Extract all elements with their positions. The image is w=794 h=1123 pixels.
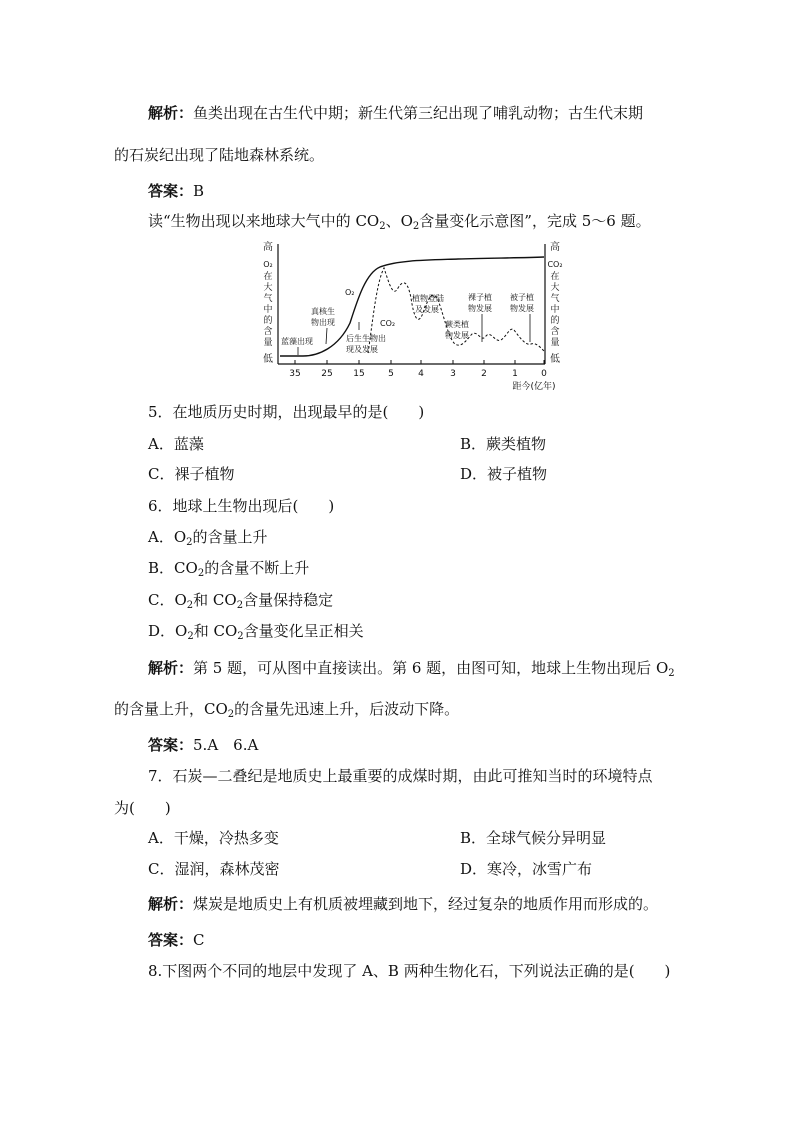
analysis-label: 解析：: [148, 895, 194, 913]
o2-label: O₂: [345, 288, 355, 297]
q7-option-b[interactable]: B．全球气候分异明显: [460, 829, 607, 847]
analysis-1-line-1: [148, 104, 643, 122]
annotation-text: 裸子植: [468, 293, 492, 302]
subscript: 2: [186, 600, 194, 611]
analysis-label: 解析：: [148, 659, 194, 677]
answer-3: [148, 931, 205, 949]
x-tick-label: 4: [418, 369, 424, 379]
x-tick-label: 35: [289, 369, 301, 379]
subscript: 2: [237, 631, 244, 642]
left-axis-label: [263, 260, 273, 348]
intro-text-2: 、O: [385, 212, 413, 230]
option-text: 含量保持稳定: [243, 591, 334, 609]
right-axis-char: 在: [550, 272, 560, 282]
annotation-text: 物出现: [311, 318, 335, 327]
option-text: 和 CO: [193, 622, 238, 640]
q6-option-c[interactable]: [148, 591, 333, 615]
x-tick-label: 3: [450, 369, 456, 379]
q5-option-a[interactable]: A．蓝藻: [148, 435, 204, 453]
annotation-angiosperms: [510, 292, 534, 342]
option-text: C．O: [148, 591, 187, 609]
right-axis-char: CO₂: [547, 260, 563, 269]
atmosphere-o2-co2-figure: [258, 238, 578, 393]
right-axis-label: [547, 260, 562, 348]
q5-option-c[interactable]: C．裸子植物: [148, 465, 235, 483]
x-tick-labels: [289, 369, 547, 379]
subscript: 2: [668, 668, 675, 679]
right-axis-char: 量: [550, 338, 560, 348]
q6-option-d[interactable]: [148, 622, 364, 646]
annotation-text: 植物登陆: [412, 294, 444, 303]
left-axis-char: 量: [263, 338, 273, 348]
option-text: D．O: [148, 622, 188, 640]
left-axis-char: 在: [263, 272, 273, 282]
annotation-text: 物发展: [445, 331, 469, 340]
q7-stem-line-2: 为( ): [114, 799, 171, 817]
right-axis-char: 气: [550, 294, 560, 304]
left-axis-char: 的: [263, 316, 273, 326]
q7-stem-line-1: 7．石炭—二叠纪是地质史上最重要的成煤时期，由此可推知当时的环境特点: [148, 767, 653, 785]
analysis-text: 煤炭是地质史上有机质被埋藏到地下，经过复杂的地质作用而形成的。: [193, 895, 659, 913]
left-axis-char: 大: [263, 283, 273, 293]
answer-label: 答案：: [148, 931, 194, 949]
left-axis-high: 高: [263, 242, 273, 253]
subscript: 2: [187, 631, 194, 642]
annotation-text: 真核生: [311, 307, 335, 316]
x-ticks: [295, 360, 544, 364]
subscript: 2: [379, 221, 386, 232]
annotation-text: 现及发展: [346, 345, 378, 354]
answer-1: [148, 182, 204, 200]
analysis-text: 的含量先迅速上升，后波动下降。: [234, 700, 460, 718]
analysis-text: 的含量上升，CO: [114, 700, 228, 718]
q5-stem: 5．在地质历史时期，出现最早的是( ): [148, 403, 425, 421]
option-text: A．O: [148, 528, 187, 546]
annotation-text: 后生生物出: [346, 334, 386, 343]
annotation-algae: [281, 336, 313, 355]
answer-value: B: [193, 182, 205, 200]
x-tick-label: 0: [541, 369, 547, 379]
option-text: B．CO: [148, 559, 198, 577]
left-axis-char: 气: [263, 294, 273, 304]
annotation-text: 被子植: [510, 293, 534, 302]
subscript: 2: [236, 600, 244, 611]
answer-value: 5.A 6.A: [193, 736, 259, 754]
analysis-2-line-1: [148, 659, 675, 683]
subscript: 2: [227, 709, 235, 720]
x-tick-label: 1: [512, 369, 518, 379]
q8-stem: 8.下图两个不同的地层中发现了 A、B 两种生物化石，下列说法正确的是( ): [148, 962, 671, 980]
annotation-text: 物发展: [510, 304, 534, 313]
answer-label: 答案：: [148, 736, 194, 754]
q6-stem: 6．地球上生物出现后( ): [148, 497, 335, 515]
left-axis-char: 中: [263, 305, 273, 315]
x-axis-unit: 距今(亿年): [512, 382, 556, 392]
annotation-text: 蕨类植: [445, 320, 469, 329]
subscript: 2: [197, 568, 205, 579]
option-text: 的含量不断上升: [204, 559, 310, 577]
right-axis-char: 含: [550, 327, 560, 337]
left-axis-low: 低: [263, 354, 273, 365]
q7-option-a[interactable]: A．干燥，冷热多变: [148, 829, 279, 847]
analysis-1-line-2: 的石炭纪出现了陆地森林系统。: [114, 146, 325, 164]
answer-value: C: [193, 931, 205, 949]
x-tick-label: 2: [481, 369, 487, 379]
q5-option-b[interactable]: B．蕨类植物: [460, 435, 547, 453]
annotation-eukaryote: [311, 306, 335, 344]
analysis-2-line-2: [114, 700, 459, 724]
analysis-text: 鱼类出现在古生代中期；新生代第三纪出现了哺乳动物；古生代末期: [193, 104, 644, 122]
figure-intro: [148, 212, 651, 236]
annotation-text: 物发展: [468, 304, 492, 313]
option-text: 和 CO: [193, 591, 237, 609]
annotation-text: 蓝藻出现: [281, 337, 313, 346]
right-axis-char: 中: [550, 305, 560, 315]
x-tick-label: 25: [321, 369, 333, 379]
right-axis-char: 的: [550, 316, 560, 326]
analysis-text: 第 5 题，可从图中直接读出。第 6 题，由图可知，地球上生物出现后 O: [193, 659, 669, 677]
q7-option-c[interactable]: C．湿润，森林茂密: [148, 860, 280, 878]
annotation-arrow: [326, 328, 327, 344]
co2-label: CO₂: [380, 319, 396, 328]
x-tick-label: 15: [353, 369, 365, 379]
intro-text-1: 读“生物出现以来地球大气中的 CO: [148, 212, 380, 230]
subscript: 2: [412, 221, 420, 232]
right-axis-low: 低: [550, 354, 560, 365]
option-text: 含量变化呈正相关: [243, 622, 364, 640]
annotation-text: 及发展: [415, 305, 439, 314]
analysis-3: [148, 895, 658, 913]
answer-2: [148, 736, 258, 754]
left-axis-char: 含: [263, 327, 273, 337]
x-tick-label: 5: [388, 369, 394, 379]
q7-option-d[interactable]: D．寒冷，冰雪广布: [460, 860, 593, 878]
right-axis-char: 大: [550, 283, 560, 293]
left-axis-char: O₂: [263, 260, 273, 269]
option-text: 的含量上升: [192, 528, 268, 546]
q5-option-d[interactable]: D．被子植物: [460, 465, 548, 483]
q6-option-b[interactable]: [148, 559, 309, 583]
annotation-ferns: [445, 319, 469, 340]
subscript: 2: [186, 537, 193, 548]
q6-option-a[interactable]: [148, 528, 268, 552]
intro-text-3: 含量变化示意图”，完成 5～6 题。: [419, 212, 651, 230]
right-axis-high: 高: [550, 242, 560, 253]
annotation-land-plants: [412, 293, 444, 314]
answer-label: 答案：: [148, 182, 194, 200]
analysis-label: 解析：: [148, 104, 194, 122]
